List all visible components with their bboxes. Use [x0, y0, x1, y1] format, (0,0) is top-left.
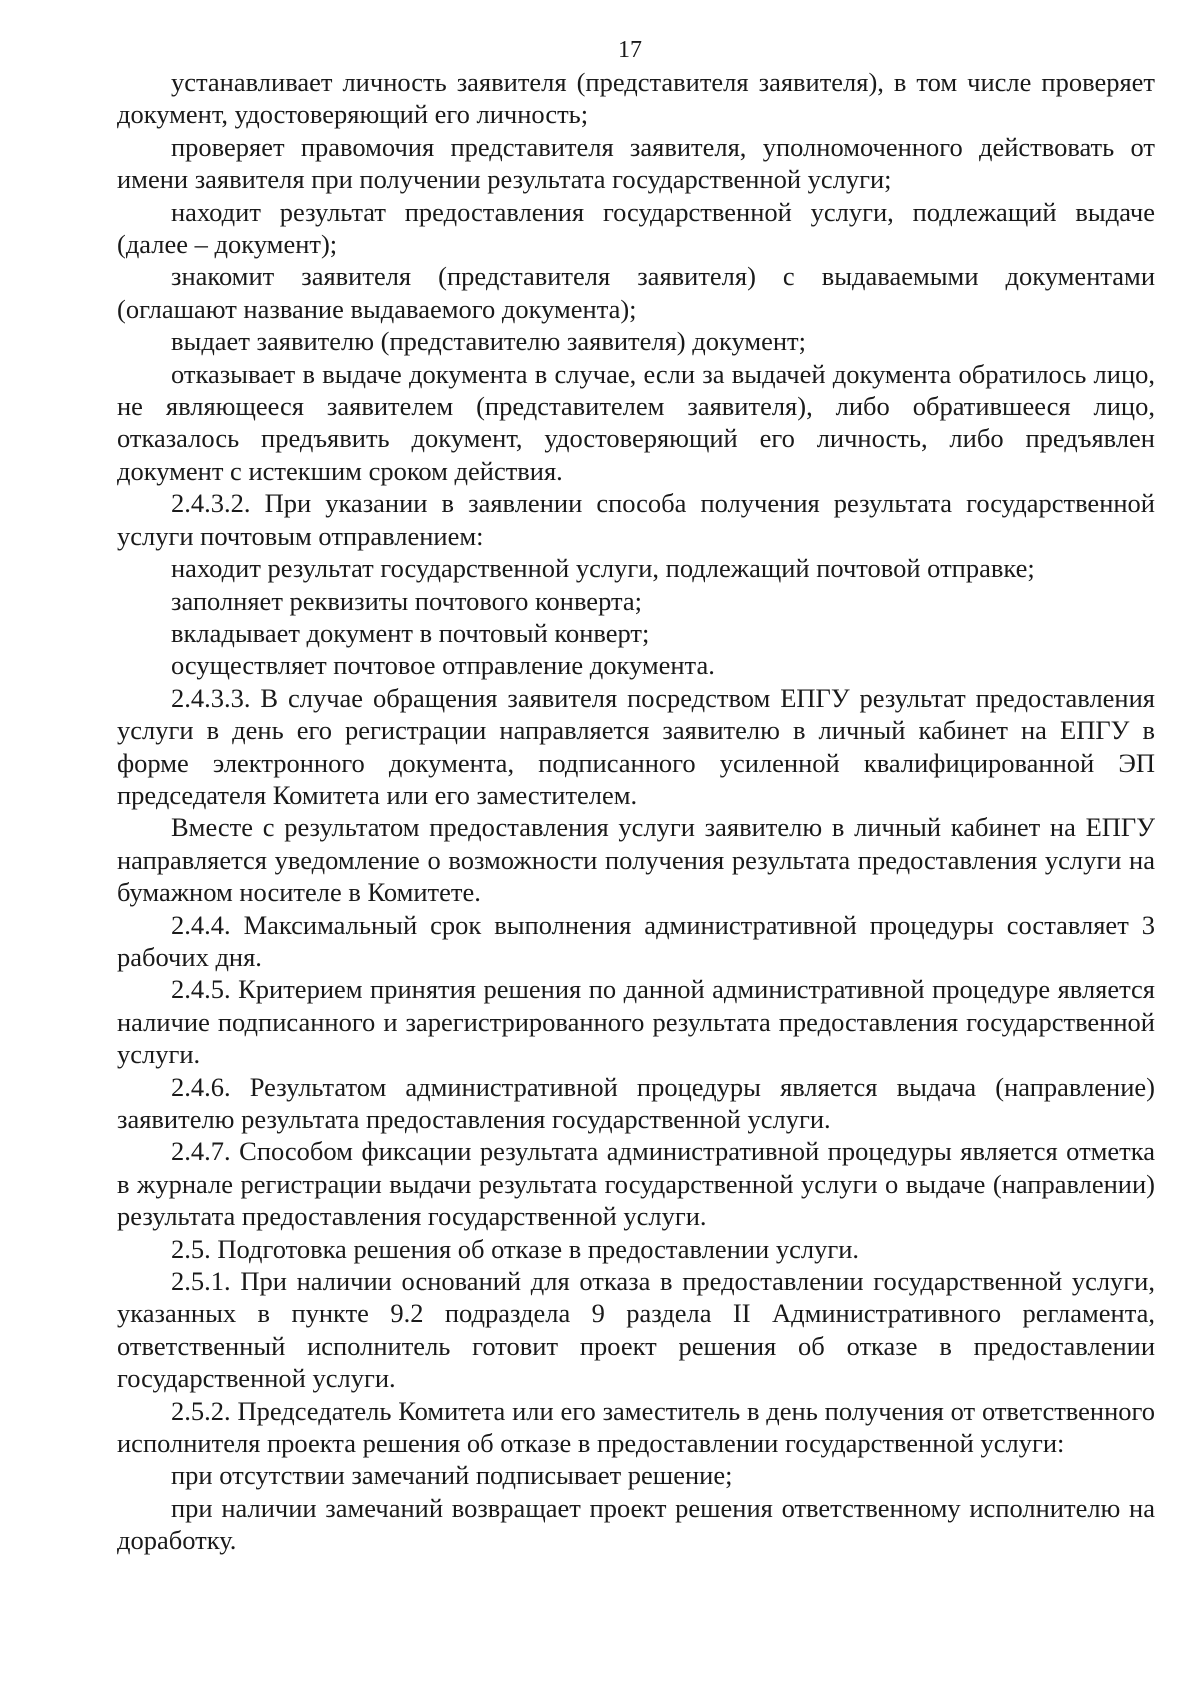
- paragraph: при наличии замечаний возвращает проект решения ответственному исполнителю на доработку.: [117, 1492, 1155, 1556]
- paragraph: 2.5. Подготовка решения об отказе в предоставлении услуги.: [171, 1233, 860, 1264]
- paragraph: выдает заявителю (представителю заявителя) документ;: [171, 326, 807, 357]
- paragraph: 2.4.7. Способом фиксации результата административной процедуры является отметка в журнале регистрации выдачи результата государственной услуги о выдаче (направлении) результата предоставления государственной услуги.: [117, 1136, 1155, 1232]
- paragraph: 2.4.5. Критерием принятия решения по данной административной процедуре является наличие подписанного и зарегистрированного результата предоставления государственной услуги.: [117, 974, 1155, 1070]
- paragraph: 2.5.1. При наличии оснований для отказа в предоставлении государственной услуги, указанных в пункте 9.2 подраздела 9 раздела II Административного регламента, ответственный исполнитель готовит проект решения об отказе в предоставлении государственной услуги.: [117, 1266, 1155, 1394]
- paragraph: находит результат государственной услуги, подлежащий почтовой отправке;: [171, 553, 1035, 584]
- paragraph: 2.4.3.2. При указании в заявлении способа получения результата государственной услуги почтовым отправлением:: [117, 488, 1155, 551]
- paragraph: вкладывает документ в почтовый конверт;: [171, 617, 650, 648]
- paragraph: находит результат предоставления государственной услуги, подлежащий выдаче (далее – документ);: [117, 196, 1155, 260]
- paragraph: 2.4.3.3. В случае обращения заявителя посредством ЕПГУ результат предоставления услуги в день его регистрации направляется заявителю в личный кабинет на ЕПГУ в форме электронного документа, подписанного усиленной квалифицированной ЭП председателя Комитета или его заместителем.: [117, 682, 1155, 810]
- document-body: [117, 66, 1155, 1557]
- paragraph: заполняет реквизиты почтового конверта;: [171, 585, 642, 616]
- paragraph: Вместе с результатом предоставления услуги заявителю в личный кабинет на ЕПГУ направляется уведомление о возможности получения результата предоставления услуги на бумажном носителе в Комитете.: [117, 812, 1155, 908]
- paragraph: устанавливает личность заявителя (представителя заявителя), в том числе проверяет документ, удостоверяющий его личность;: [117, 67, 1155, 130]
- paragraph: осуществляет почтовое отправление документа.: [171, 650, 715, 681]
- paragraph: 2.4.4. Максимальный срок выполнения административной процедуры составляет 3 рабочих дня.: [117, 909, 1155, 972]
- paragraph: проверяет правомочия представителя заявителя, уполномоченного действовать от имени заявителя при получении результата государственной услуги;: [117, 131, 1155, 195]
- paragraph: 2.5.2. Председатель Комитета или его заместитель в день получения от ответственного исполнителя проекта решения об отказе в предоставлении государственной услуги:: [117, 1395, 1155, 1459]
- paragraph: знакомит заявителя (представителя заявителя) с выдаваемыми документами (оглашают название выдаваемого документа);: [117, 261, 1155, 324]
- paragraph: при отсутствии замечаний подписывает решение;: [171, 1460, 733, 1491]
- page-number: 17: [618, 37, 642, 63]
- paragraph: 2.4.6. Результатом административной процедуры является выдача (направление) заявителю результата предоставления государственной услуги.: [117, 1071, 1155, 1134]
- paragraph: отказывает в выдаче документа в случае, если за выдачей документа обратилось лицо, не являющееся заявителем (представителем заявителя), либо обратившееся лицо, отказалось предъявить документ, удостоверяющий его личность, либо предъявлен документ с истекшим сроком действия.: [117, 358, 1155, 486]
